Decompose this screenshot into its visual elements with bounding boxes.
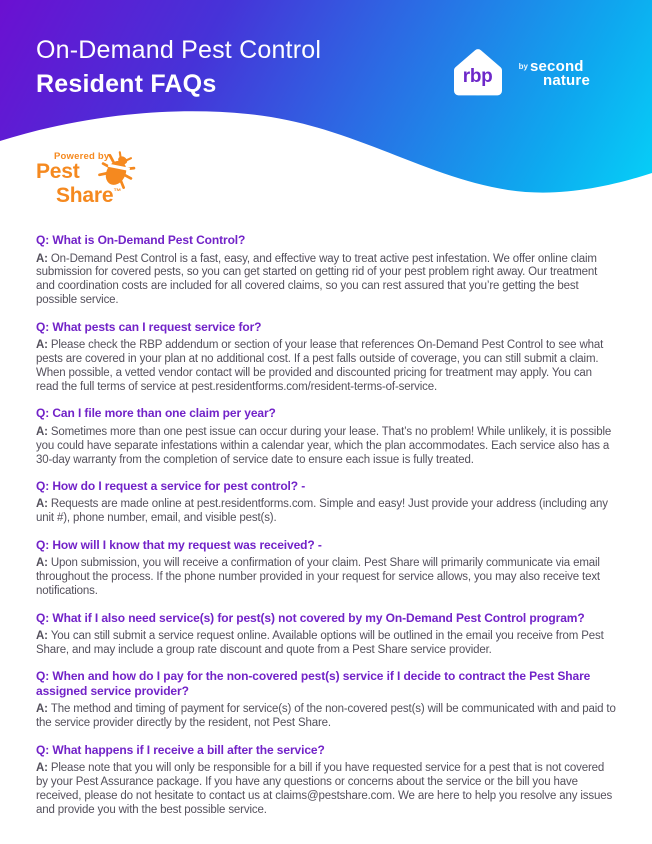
faq-item xyxy=(36,406,616,467)
faq-question: Q: When and how do I pay for the non-covered pest(s) service if I decide to contract the Pest Share assigned service provider? xyxy=(36,669,591,698)
pest-share-logo xyxy=(36,151,121,206)
faq-answer xyxy=(36,703,616,731)
faq-item xyxy=(36,611,616,658)
faq-answer xyxy=(36,339,616,395)
faq-question: Q: How do I request a service for pest control? - xyxy=(36,478,306,493)
faq-answer xyxy=(36,426,616,468)
faq-question: Q: What pests can I request service for? xyxy=(36,319,262,334)
faq-item xyxy=(36,320,616,395)
faq-item xyxy=(36,669,616,731)
answer-prefix: A: xyxy=(36,498,48,511)
answer-prefix: A: xyxy=(36,557,48,570)
answer-prefix: A: xyxy=(36,339,48,352)
faq-answer-text: Upon submission, you will receive a confirmation of your claim. Pest Share will primarily communicate via email throughout the process. If the phone number provided in your request for service allows, you may also receive text notifications. xyxy=(36,557,600,598)
faq-question: Q: Can I file more than one claim per year? xyxy=(36,406,276,421)
answer-prefix: A: xyxy=(36,630,48,642)
faq-question: Q: What is On-Demand Pest Control? xyxy=(36,233,246,247)
faq-item xyxy=(36,233,616,308)
faq-answer xyxy=(36,762,616,818)
faq-question: Q: How will I know that my request was received? - xyxy=(36,537,322,552)
rbp-logo-text: rbp xyxy=(462,66,493,87)
answer-prefix: A: xyxy=(36,425,48,438)
faq-answer-text: Requests are made online at pest.residentforms.com. Simple and easy! Just provide your address (including any unit #), phone number, email, and visible pest(s). xyxy=(36,498,608,525)
page-title: On-Demand Pest Control xyxy=(36,36,322,64)
rbp-brand-lockup xyxy=(446,42,590,106)
second-nature-wordmark xyxy=(519,60,590,88)
pest-label: Pest xyxy=(36,160,80,183)
faq-answer-text: The method and timing of payment for service(s) of the non-covered pest(s) will be communicated with and paid to the service provider directly by the resident, not Pest Share. xyxy=(36,703,616,730)
faq-answer-text: Please check the RBP addendum or section of your lease that references On-Demand Pest Control to see what pests are covered in your plan at no additional cost. If a pest falls outside of coverage, you can still submit a claim. When possible, a vetted vendor contact will be provided and discounted pricing for treatment may apply. You can read the full terms of service at pest.residentforms.com/resident-terms-of-service. xyxy=(36,339,604,393)
faq-item xyxy=(36,743,616,818)
powered-by-label: Powered by xyxy=(54,151,110,162)
faq-answer-text: You can still submit a service request online. Available options will be outlined in the email you receive from Pest Share, and may include a group rate discount and quote from a Pest Share service provider. xyxy=(36,630,604,656)
answer-prefix: A: xyxy=(36,762,48,775)
faq-answer xyxy=(36,498,616,526)
faq-answer-text: On-Demand Pest Control is a fast, easy, and effective way to treat active pest infestation. We offer online claim submission for covered pests, so you can get started on getting rid of your pest problem right away. Our treatment and coordination costs are included for all covered claims, so you can rest assured that you’re getting the best possible service. xyxy=(36,252,598,307)
faq-answer-text: Please note that you will only be responsible for a bill if you have requested service for a pest that is not covered by your Pest Assurance package. If you have any questions or concerns about the service or the bill you have received, please do not hesitate to contact us at claims@pestshare.com. We are here to help you resolve any issues and provide you with the best possible service. xyxy=(36,762,613,816)
faq-list xyxy=(0,215,652,818)
faq-answer xyxy=(36,253,616,309)
second-label: second xyxy=(529,58,584,75)
by-label: by xyxy=(518,62,528,71)
answer-prefix: A: xyxy=(36,252,48,265)
faq-item xyxy=(36,479,616,526)
faq-item xyxy=(36,538,616,599)
beetle-icon xyxy=(96,150,138,192)
faq-answer-text: Sometimes more than one pest issue can occur during your lease. That’s no problem! While unlikely, it is possible you could have separate infestations within a calendar year, which the plan accommodates. Each service also has a 30-day warranty from the completion of service date to ensure each issue is fully treated. xyxy=(36,425,612,466)
trademark-symbol: ™ xyxy=(113,187,122,196)
answer-prefix: A: xyxy=(36,703,48,716)
faq-question: Q: What if I also need service(s) for pest(s) not covered by my On-Demand Pest Control program? xyxy=(36,610,585,625)
share-label: Share xyxy=(56,184,114,207)
rbp-logo xyxy=(446,42,510,106)
hero-header xyxy=(0,0,652,215)
faq-answer xyxy=(36,557,616,599)
faq-question: Q: What happens if I receive a bill after the service? xyxy=(36,742,325,757)
hero-titles xyxy=(36,34,321,102)
page-subtitle: Resident FAQs xyxy=(36,70,217,98)
faq-answer xyxy=(36,630,616,658)
nature-label: nature xyxy=(542,72,590,89)
